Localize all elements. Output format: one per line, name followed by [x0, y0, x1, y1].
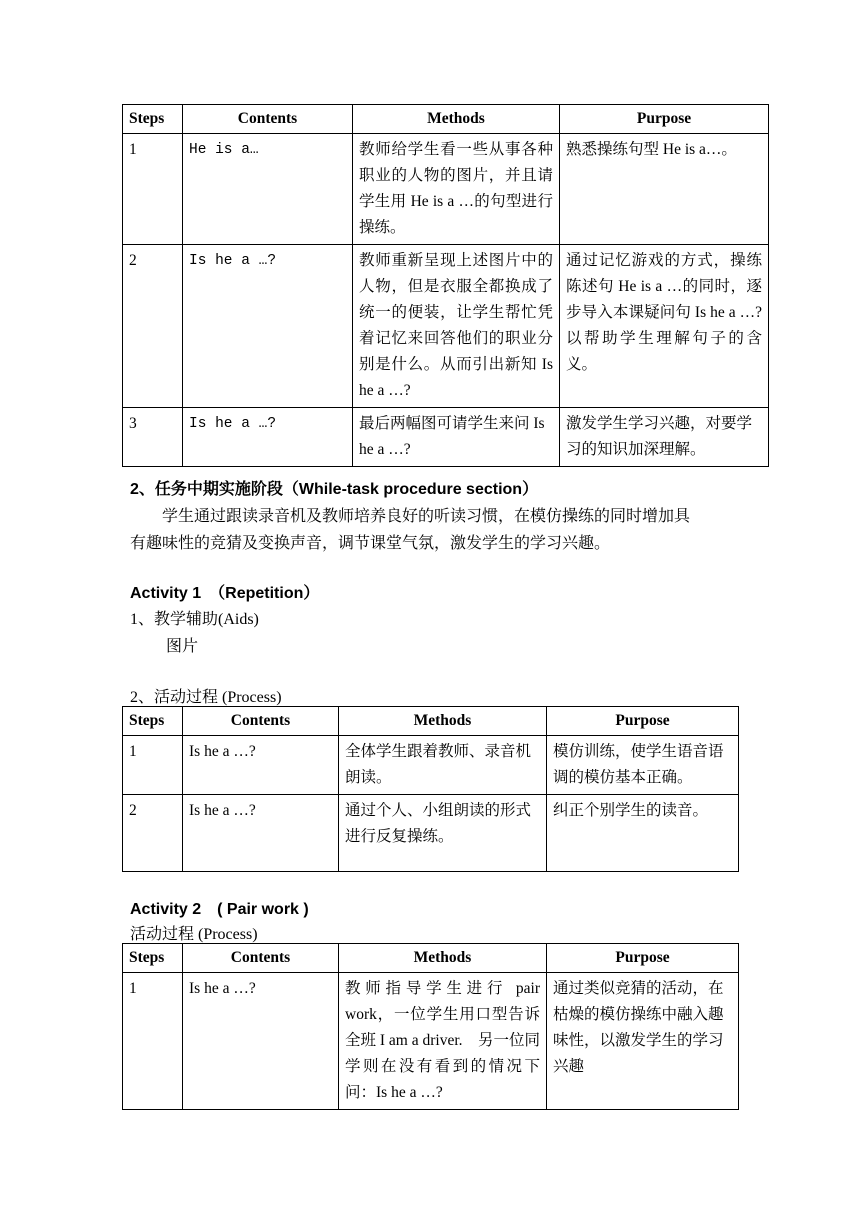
cell-step: 3 [123, 408, 183, 467]
cell-step: 2 [123, 795, 183, 872]
header-contents: Contents [183, 944, 339, 973]
header-purpose: Purpose [547, 944, 739, 973]
header-purpose: Purpose [560, 105, 769, 134]
cell-purpose: 通过类似竞猜的活动，在枯燥的模仿操练中融入趣味性，以激发学生的学习兴趣 [547, 973, 739, 1110]
table-row [123, 408, 769, 467]
cell-content: Is he a …? [183, 408, 353, 467]
cell-purpose: 激发学生学习兴趣，对要学习的知识加深理解。 [560, 408, 769, 467]
table-row [123, 736, 739, 795]
cell-purpose: 通过记忆游戏的方式，操练陈述句 He is a …的同时，逐步导入本课疑问句 Is he a …? 以帮助学生理解句子的含义。 [560, 245, 769, 408]
cell-step: 1 [123, 973, 183, 1110]
cell-method: 教师指导学生进行 pair work，一位学生用口型告诉全班 I am a driver. 另一位同学则在没有看到的情况下问：Is he a …? [339, 973, 547, 1110]
table-row [123, 973, 739, 1110]
aids-label: 1、教学辅助(Aids) [130, 611, 259, 628]
header-steps: Steps [123, 944, 183, 973]
aids-value: 图片 [166, 638, 199, 655]
cell-content: He is a… [183, 134, 353, 245]
table-row [123, 795, 739, 872]
activity1-heading: Activity 1 （Repetition） [130, 585, 320, 602]
cell-content: Is he a …? [183, 795, 339, 872]
header-methods: Methods [353, 105, 560, 134]
table-header-row [123, 944, 739, 973]
cell-content: Is he a …? [183, 973, 339, 1110]
steps-table-1 [122, 104, 769, 467]
process-label: 2、活动过程 (Process) [130, 689, 282, 706]
header-methods: Methods [339, 707, 547, 736]
table-row [123, 245, 769, 408]
cell-step: 1 [123, 134, 183, 245]
cell-method: 最后两幅图可请学生来问 Is he a …? [353, 408, 560, 467]
cell-purpose: 模仿训练，使学生语音语调的模仿基本正确。 [547, 736, 739, 795]
header-steps: Steps [123, 707, 183, 736]
header-contents: Contents [183, 105, 353, 134]
header-steps: Steps [123, 105, 183, 134]
section-paragraph-line1: 学生通过跟读录音机及教师培养良好的听读习惯，在模仿操练的同时增加具 [162, 508, 691, 525]
section-heading: 2、任务中期实施阶段（While-task procedure section） [130, 481, 539, 498]
header-purpose: Purpose [547, 707, 739, 736]
table-header-row [123, 707, 739, 736]
cell-step: 2 [123, 245, 183, 408]
cell-content: Is he a …? [183, 736, 339, 795]
steps-table-2 [122, 706, 739, 872]
cell-content: Is he a …? [183, 245, 353, 408]
cell-method: 教师给学生看一些从事各种职业的人物的图片，并且请学生用 He is a …的句型进行操练。 [353, 134, 560, 245]
section-paragraph-line2: 有趣味性的竞猜及变换声音，调节课堂气氛，激发学生的学习兴趣。 [130, 535, 611, 552]
activity2-heading: Activity 2 ( Pair work ) [130, 901, 309, 918]
header-methods: Methods [339, 944, 547, 973]
cell-method: 教师重新呈现上述图片中的人物，但是衣服全都换成了统一的便装，让学生帮忙凭着记忆来回答他们的职业分别是什么。从而引出新知 Is he a …? [353, 245, 560, 408]
table-row [123, 134, 769, 245]
table-header-row [123, 105, 769, 134]
cell-method: 全体学生跟着教师、录音机朗读。 [339, 736, 547, 795]
steps-table-3 [122, 943, 739, 1110]
cell-method: 通过个人、小组朗读的形式进行反复操练。 [339, 795, 547, 872]
cell-purpose: 纠正个别学生的读音。 [547, 795, 739, 872]
activity2-process-label: 活动过程 (Process) [130, 926, 258, 943]
cell-purpose: 熟悉操练句型 He is a…。 [560, 134, 769, 245]
cell-step: 1 [123, 736, 183, 795]
header-contents: Contents [183, 707, 339, 736]
